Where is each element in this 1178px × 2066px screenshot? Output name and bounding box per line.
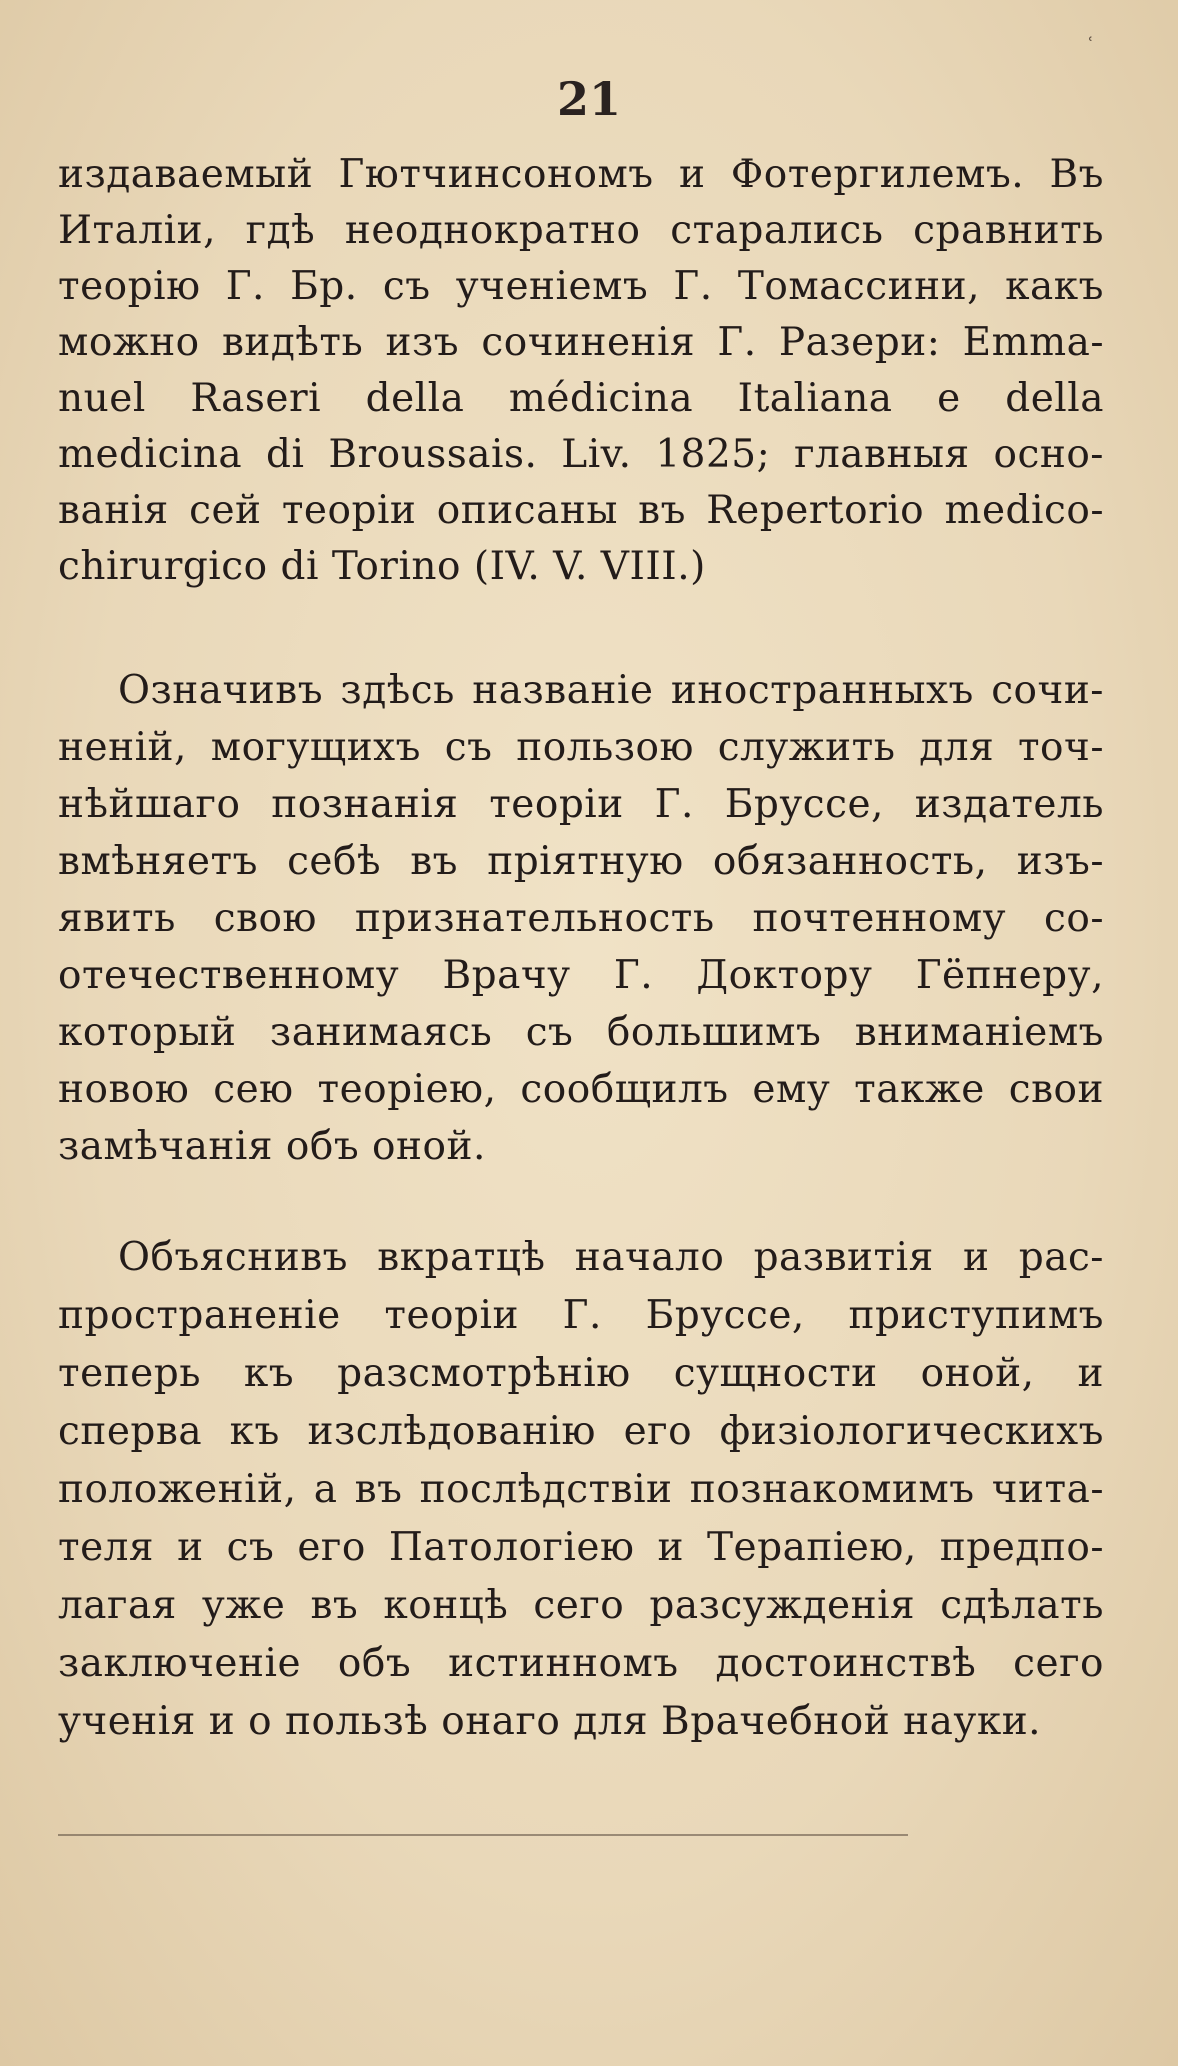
text-line: medicina di Broussais. Liv. 1825; главныя осно- — [58, 432, 1104, 477]
text-line: Означивъ здѣсь названіе иностранныхъ сочи- — [118, 668, 1104, 713]
text-line: пространеніе теоріи Г. Бруссе, приступимъ — [58, 1293, 1104, 1338]
footnote-separator — [58, 1834, 908, 1836]
text-line: заключеніе объ истинномъ достоинствѣ сего — [58, 1641, 1104, 1686]
text-line: который занимаясь съ большимъ вниманіемъ — [58, 1010, 1104, 1055]
text-line: положеній, а въ послѣдствіи познакомимъ чита- — [58, 1467, 1104, 1512]
text-line: Объяснивъ вкратцѣ начало развитія и рас- — [118, 1235, 1104, 1280]
text-line: ученія и о пользѣ онаго для Врачебной науки. — [58, 1699, 1042, 1744]
text-line: теля и съ его Патологіею и Терапіею, предпо- — [58, 1525, 1104, 1570]
text-line: теорію Г. Бр. съ ученіемъ Г. Томассини, какъ — [58, 264, 1104, 309]
text-line: nuel Raseri della médicina Italiana e della — [58, 376, 1104, 421]
text-line: ванія сей теоріи описаны въ Repertorio medico- — [58, 488, 1104, 533]
text-line: неній, могущихъ съ пользою служить для точ- — [58, 725, 1104, 770]
corner-mark: ʿ — [1088, 34, 1094, 55]
text-line: chirurgico di Torino (IV. V. VIII.) — [58, 544, 706, 589]
text-line: можно видѣть изъ сочиненія Г. Разери: Emma- — [58, 320, 1104, 365]
text-line: явить свою признательность почтенному со- — [58, 896, 1104, 941]
text-line: отечественному Врачу Г. Доктору Гёпнеру, — [58, 953, 1104, 998]
text-line: издаваемый Гютчинсономъ и Фотергилемъ. Въ — [58, 152, 1104, 197]
text-line: новою сею теоріею, сообщилъ ему также свои — [58, 1067, 1104, 1112]
text-line: нѣйшаго познанія теоріи Г. Бруссе, издатель — [58, 782, 1104, 827]
text-line: теперь къ разсмотрѣнію сущности оной, и — [58, 1351, 1104, 1396]
text-line: замѣчанія объ оной. — [58, 1124, 486, 1169]
text-line: сперва къ изслѣдованію его физіологическихъ — [58, 1409, 1104, 1454]
text-line: Италіи, гдѣ неоднократно старались сравнить — [58, 208, 1104, 253]
text-line: лагая уже въ концѣ сего разсужденія сдѣлать — [58, 1583, 1104, 1628]
page-number: 21 — [556, 72, 621, 126]
text-line: вмѣняетъ себѣ въ пріятную обязанность, изъ- — [58, 839, 1104, 884]
